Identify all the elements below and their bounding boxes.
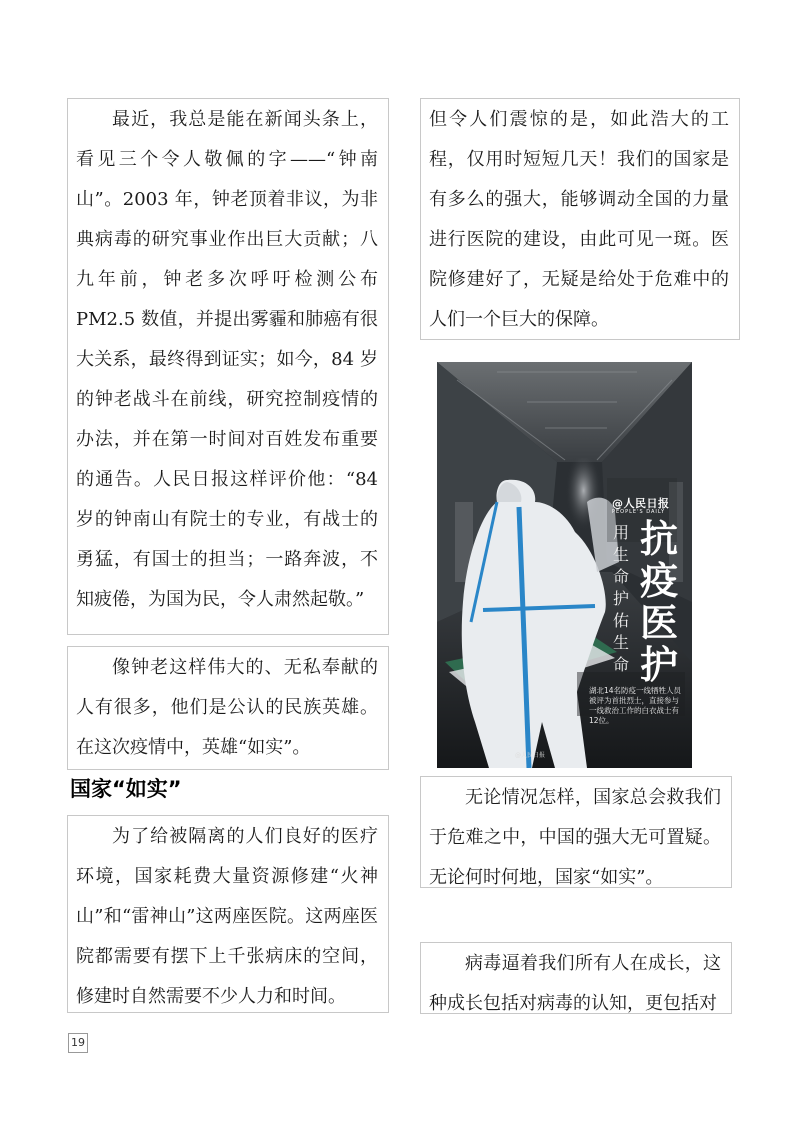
text-box-hospitals <box>67 815 389 1013</box>
poster-slogan: 用生命护佑生命 <box>612 523 629 674</box>
paragraph-construction: 但令人们震惊的是，如此浩大的工程，仅用时短短几天！我们的国家是有多么的强大，能够调动全国的力量进行医院的建设，由此可见一斑。医院修建好了，无疑是给处于危难中的人们一个巨大的保障。 <box>429 109 729 330</box>
page-number: 19 <box>68 1033 88 1053</box>
poster-image <box>437 362 692 768</box>
text-box-growth <box>420 942 732 1014</box>
paragraph-zhong-nanshan: 最近，我总是能在新闻头条上，看见三个令人敬佩的字——“钟南山”。2003 年，钟老顶着非议，为非典病毒的研究事业作出巨大贡献；八九年前，钟老多次呼吁检测公布 PM2.5 数值，并提出雾霾和肺癌有很大关系，最终得到证实；如今，84 岁的钟老战斗在前线，研究控制疫情的办法，并在第一时间对百姓发布重要的通告。人民日报这样评价他：“84 岁的钟南山有院士的专业，有战士的勇猛，有国士的担当；一路奔波，不知疲倦，为国为民，令人肃然起敬。” <box>76 109 378 610</box>
poster-title: 抗疫医护 <box>639 516 678 687</box>
peoples-daily-logo: @人民日报 PEOPLE'S DAILY <box>612 497 670 515</box>
paragraph-heroes: 像钟老这样伟大的、无私奉献的人有很多，他们是公认的民族英雄。在这次疫情中，英雄“如实”。 <box>76 657 378 758</box>
poster-caption: 湖北14名防疫一线牺牲人员被评为首批烈士，直接参与一线救治工作的白衣战士有12位。 <box>589 686 682 725</box>
paragraph-growth: 病毒逼着我们所有人在成长，这种成长包括对病毒的认知，更包括对 <box>429 953 721 1014</box>
paragraph-nation: 无论情况怎样，国家总会救我们于危难之中，中国的强大无可置疑。无论何时何地，国家“如实”。 <box>429 787 721 888</box>
text-box-construction <box>420 98 740 340</box>
text-box-intro <box>67 98 389 635</box>
text-box-nation <box>420 776 732 888</box>
poster-credit: @人民日报 <box>515 752 546 759</box>
section-heading: 国家“如实” <box>70 777 182 801</box>
paragraph-hospitals: 为了给被隔离的人们良好的医疗环境，国家耗费大量资源修建“火神山”和“雷神山”这两座医院。这两座医院都需要有摆下上千张病床的空间，修建时自然需要不少人力和时间。 <box>76 826 378 1007</box>
text-box-heroes <box>67 646 389 770</box>
